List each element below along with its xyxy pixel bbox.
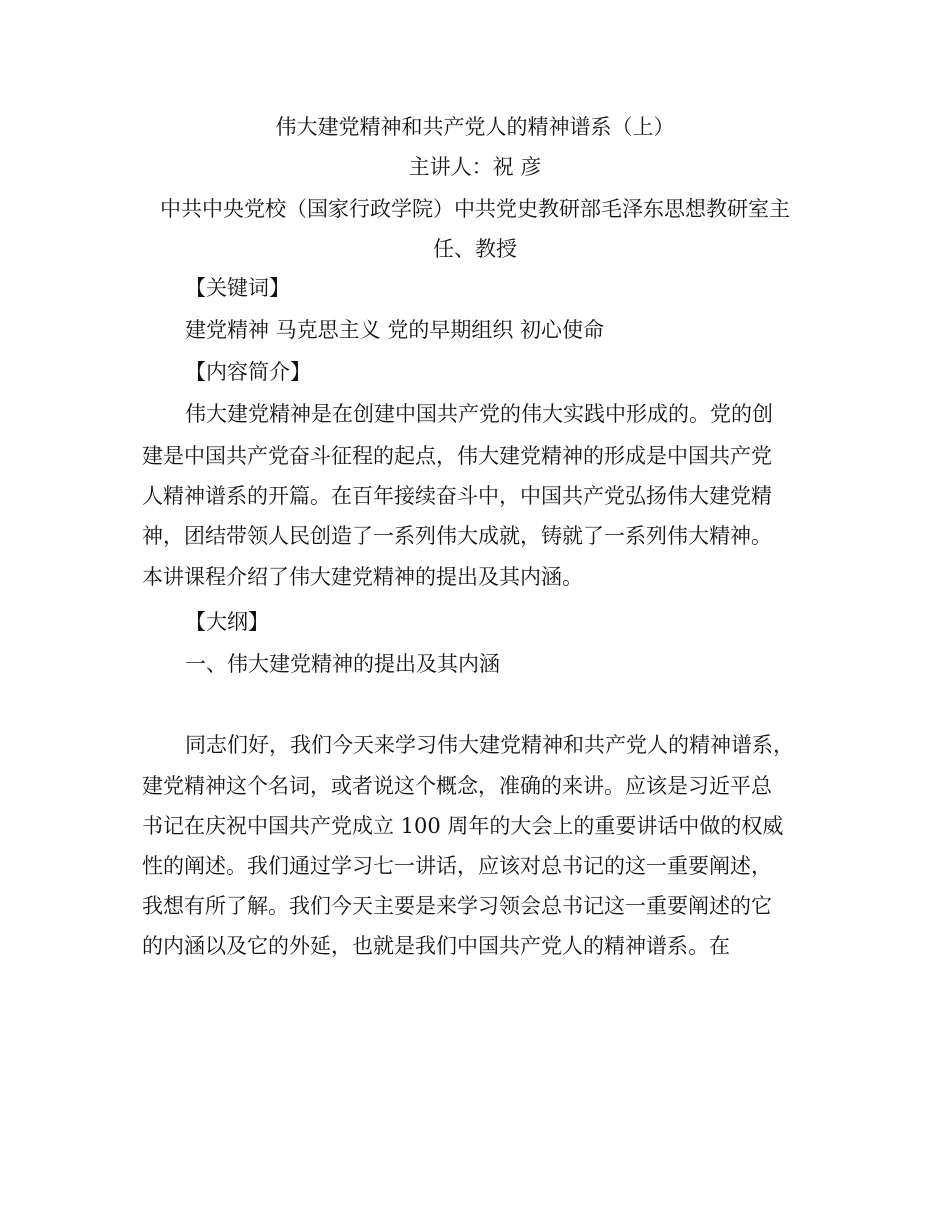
outline-item: 一、伟大建党精神的提出及其内涵: [185, 652, 500, 676]
summary-heading: 【内容简介】: [185, 360, 311, 384]
body-line: 同志们好，我们今天来学习伟大建党精神和共产党人的精神谱系，: [185, 733, 794, 757]
affiliation-line-2: 任、教授: [433, 237, 517, 261]
outline-heading: 【大纲】: [185, 610, 269, 634]
keywords-heading: 【关键词】: [185, 276, 290, 300]
summary-line: 建是中国共产党奋斗征程的起点，伟大建党精神的形成是中国共产党: [142, 444, 772, 468]
summary-line: 神，团结带领人民创造了一系列伟大成就，铸就了一系列伟大精神。: [142, 524, 772, 548]
affiliation-line-1: 中共中央党校（国家行政学院）中共党史教研部毛泽东思想教研室主: [160, 197, 790, 221]
body-line: 的内涵以及它的外延，也就是我们中国共产党人的精神谱系。在: [142, 934, 730, 958]
summary-line: 人精神谱系的开篇。在百年接续奋斗中，中国共产党弘扬伟大建党精: [142, 484, 772, 508]
document-title: 伟大建党精神和共产党人的精神谱系（上）: [275, 115, 675, 139]
body-line: 建党精神这个名词，或者说这个概念，准确的来讲。应该是习近平总: [142, 774, 772, 798]
speaker-line: 主讲人：祝 彦: [408, 155, 542, 179]
summary-line: 本讲课程介绍了伟大建党精神的提出及其内涵。: [142, 565, 583, 589]
body-line: 书记在庆祝中国共产党成立 100 周年的大会上的重要讲话中做的权威: [142, 814, 784, 838]
keywords-text: 建党精神 马克思主义 党的早期组织 初心使命: [185, 318, 605, 342]
summary-line: 伟大建党精神是在创建中国共产党的伟大实践中形成的。党的创: [185, 402, 773, 426]
body-line: 性的阐述。我们通过学习七一讲话，应该对总书记的这一重要阐述，: [142, 854, 772, 878]
body-line: 我想有所了解。我们今天主要是来学习领会总书记这一重要阐述的它: [142, 894, 772, 918]
